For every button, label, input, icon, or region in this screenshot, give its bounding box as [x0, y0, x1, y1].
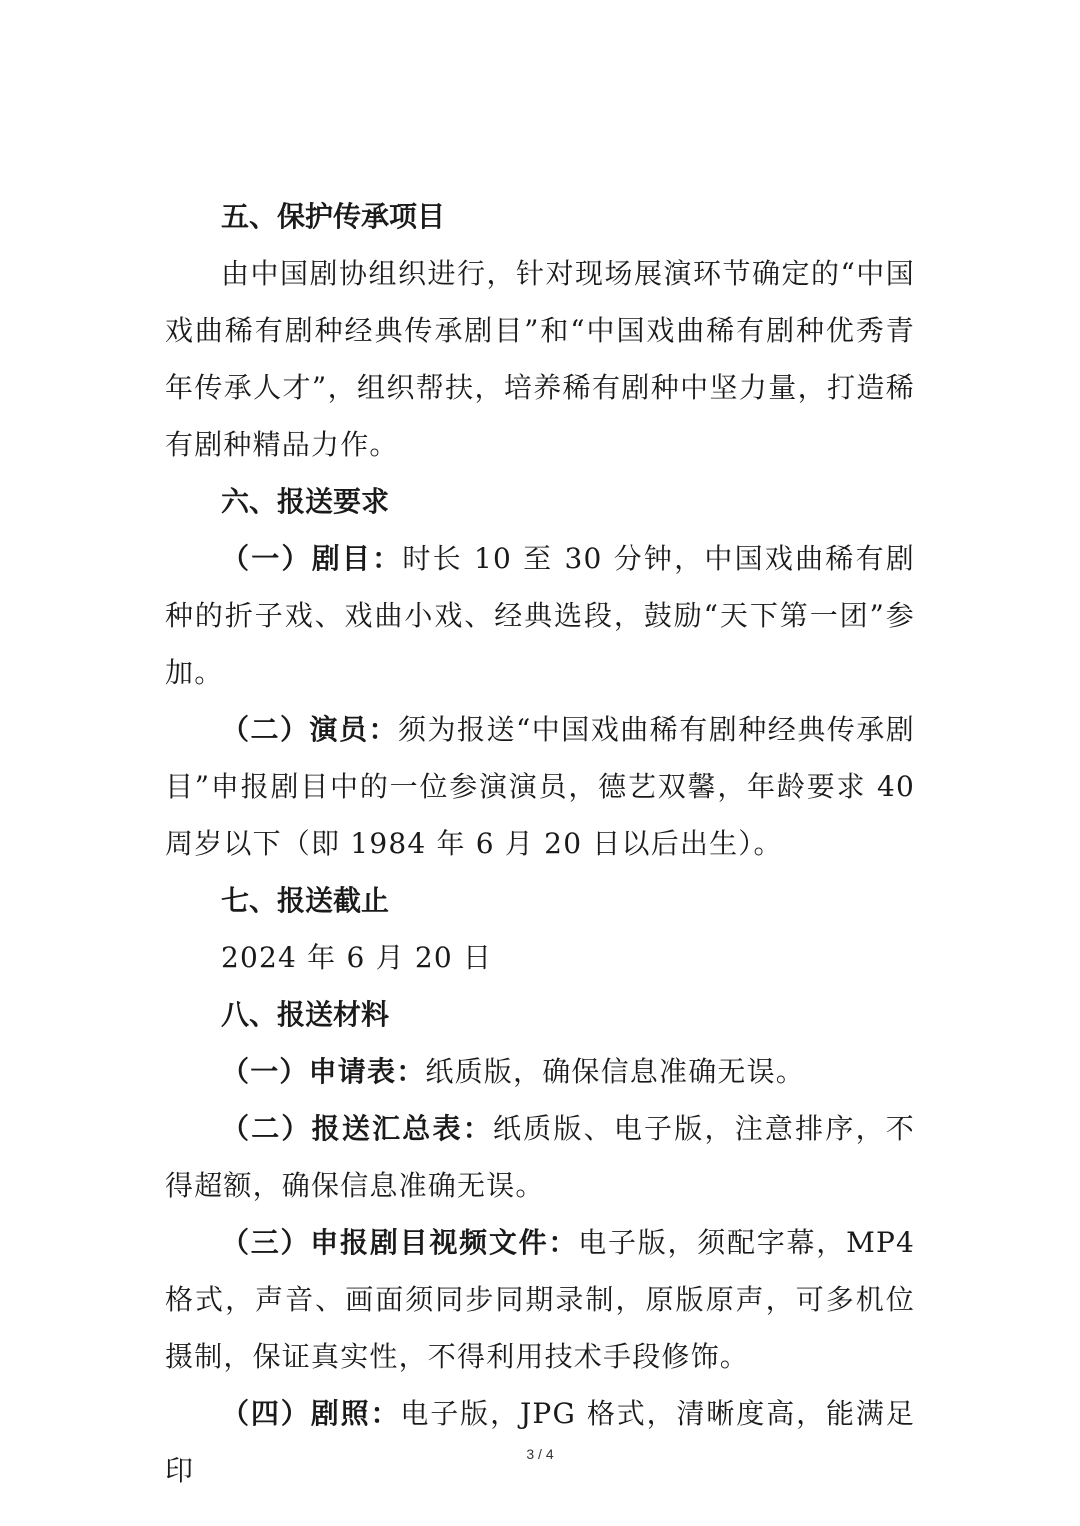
paragraph-text: 须为报送“中国戏曲稀有剧种经典传承剧目”申报剧目中的一位参演演员，德艺双馨，年龄要求 40 周岁以下（即 1984 年 6 月 20 日以后出生）。 [165, 713, 915, 860]
paragraph [165, 245, 915, 473]
page-number: 3 / 4 [526, 1446, 554, 1462]
paragraph-lead: （四）剧照： [221, 1397, 401, 1430]
paragraph [165, 929, 915, 986]
paragraph-text: 电子版，JPG 格式，清晰度高，能满足印 [165, 1397, 915, 1487]
paragraph [165, 701, 915, 872]
section-heading: 六、报送要求 [221, 485, 390, 518]
paragraph-text: 纸质版、电子版，注意排序，不得超额，确保信息准确无误。 [165, 1112, 915, 1202]
paragraph-text: 由中国剧协组织进行，针对现场展演环节确定的“中国戏曲稀有剧种经典传承剧目”和“中国戏曲稀有剧种优秀青年传承人才”，组织帮扶，培养稀有剧种中坚力量，打造稀有剧种精品力作。 [165, 257, 915, 461]
paragraph-lead: （一）剧目： [221, 542, 403, 575]
paragraph-text: 电子版，须配字幕，MP4 格式，声音、画面须同步同期录制，原版原声，可多机位摄制，保证真实性，不得利用技术手段修饰。 [165, 1226, 915, 1373]
paragraph [165, 1100, 915, 1214]
paragraph-text: 2024 年 6 月 20 日 [221, 941, 493, 974]
page-body [165, 188, 915, 1499]
section-heading: 五、保护传承项目 [221, 200, 446, 233]
paragraph [165, 1214, 915, 1385]
paragraph-text: 时长 10 至 30 分钟，中国戏曲稀有剧种的折子戏、戏曲小戏、经典选段，鼓励“天下第一团”参加。 [165, 542, 916, 689]
section-heading: 八、报送材料 [221, 998, 390, 1031]
section-heading: 七、报送截止 [221, 884, 390, 917]
paragraph-text: 纸质版，确保信息准确无误。 [425, 1055, 806, 1088]
paragraph [165, 1043, 915, 1100]
paragraph-lead: （三）申报剧目视频文件： [221, 1226, 579, 1259]
paragraph [165, 1385, 915, 1499]
paragraph-lead: （二）报送汇总表： [221, 1112, 493, 1145]
paragraph-lead: （二）演员： [221, 713, 398, 746]
paragraph [165, 530, 915, 701]
paragraph-lead: （一）申请表： [221, 1055, 426, 1088]
